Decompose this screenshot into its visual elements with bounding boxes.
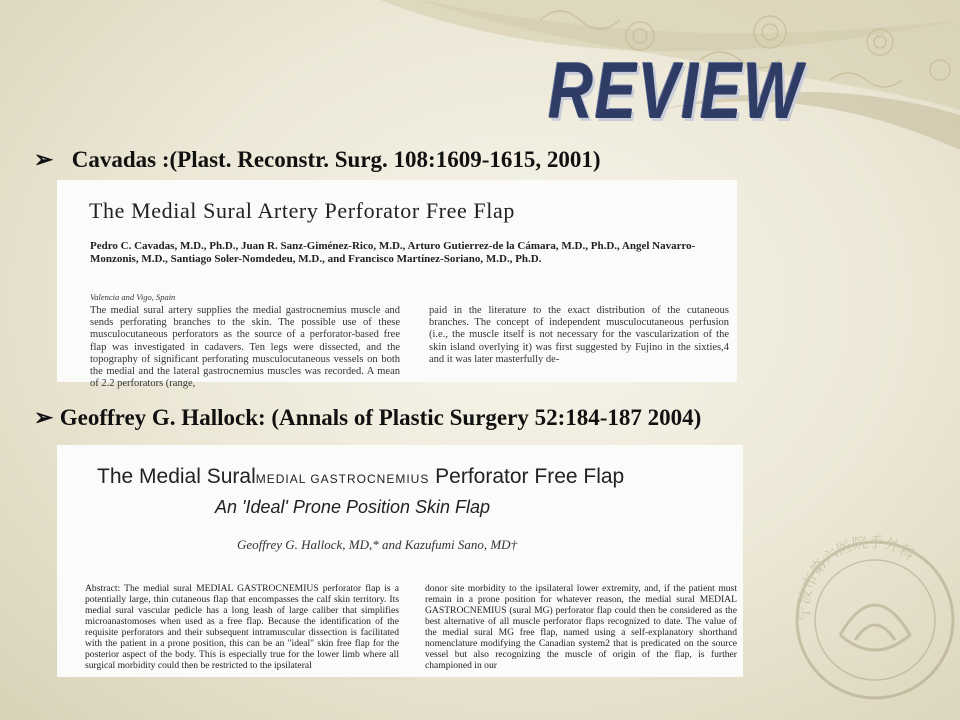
slide-title: REVIEW (548, 46, 804, 135)
article-authors: Pedro C. Cavadas, M.D., Ph.D., Juan R. Sanz-Giménez-Rico, M.D., Arturo Gutierrez-de la Cámara, M.D., Ph.D., Angel Navarro-Monzonis, M.D., Santiago Soler-Nomdedeu, M.D., and Francisco Martínez-Soriano, M.D., Ph.D. (90, 240, 696, 265)
hospital-seal-watermark (780, 520, 960, 700)
article-right-column: paid in the literature to the exact distribution of the cutaneous branches. The concept of independent musculocutaneous perfusion (i.e., the muscle itself is not necessary for the vascularization of the skin island overlying it) was first suggested by Fujino in the sixties,4 and it was later masterfully de- (429, 305, 729, 365)
article-subtitle: An 'Ideal' Prone Position Skin Flap (215, 497, 491, 517)
article-left-column: Abstract: The medial sural MEDIAL GASTROCNEMIUS perforator flap is a potentially large, thin cutaneous flap that encompasses the calf skin territory. Its medial sural vascular pedicle has a long leash of large caliber that simplifies microanastomoses when used as a free flap. Because the identification of the requisite perforators and their subsequent intramuscular dissection is facilitated with the patient in a prone position, this can be an "ideal" skin free flap for the posterior aspect of the body. This is especially true for the lower limb where all surgical morbidity could then be restricted to the ipsilateral (85, 583, 399, 671)
arrow-bullet-icon: ➢ (34, 147, 54, 172)
article-right-column: donor site morbidity to the ipsilateral lower extremity, and, if the patient must remain in a prone position for whatever reason, the medial sural MEDIAL GASTROCNEMIUS (sural MG) perforator flap could then be considered as the best alternative of all muscle perforator flaps recognized to date. The value of the medial sural MG free flap, named using a self-explanatory shorthand nomenclature modifying the Canadian system2 that is predicated on the source vessel but also recognizing the muscle of origin of the flap, is further championed in our (425, 583, 737, 671)
article-title: The Medial Sural Artery Perforator Free Flap (89, 198, 515, 223)
article-clipping-cavadas (57, 180, 737, 390)
bullet-hallock (34, 404, 701, 432)
article-title (97, 465, 624, 489)
bullet-cavadas-text: Cavadas :(Plast. Reconstr. Surg. 108:1609-1615, 2001) (71, 147, 601, 172)
article-clipping-hallock (57, 445, 743, 677)
arrow-bullet-icon: ➢ (34, 405, 54, 430)
article-title-part: The Medial Sural (97, 465, 256, 488)
article-title-subscript: MEDIAL GASTROCNEMIUS (255, 472, 430, 486)
bullet-hallock-text: Geoffrey G. Hallock: (Annals of Plastic Surgery 52:184-187 2004) (59, 405, 702, 430)
article-place: Valencia and Vigo, Spain (90, 292, 176, 302)
seal-text: 宁波市第六医院手外科 (794, 532, 918, 621)
article-left-column: The medial sural artery supplies the medial gastrocnemius muscle and sends perforating branches to the skin. The possible use of these musculocutaneous perforators as the source of a perforator-based free flap was investigated in cadavers. Ten legs were dissected, and the topography of significant perforating musculocutaneous vessels on both the medial and the lateral gastrocnemius muscles was recorded. A mean of 2.2 perforators (range, (90, 305, 400, 390)
article-title-part: Perforator Free Flap (429, 465, 625, 488)
article-authors: Geoffrey G. Hallock, MD,* and Kazufumi Sano, MD† (237, 537, 518, 552)
bullet-cavadas (34, 146, 601, 174)
